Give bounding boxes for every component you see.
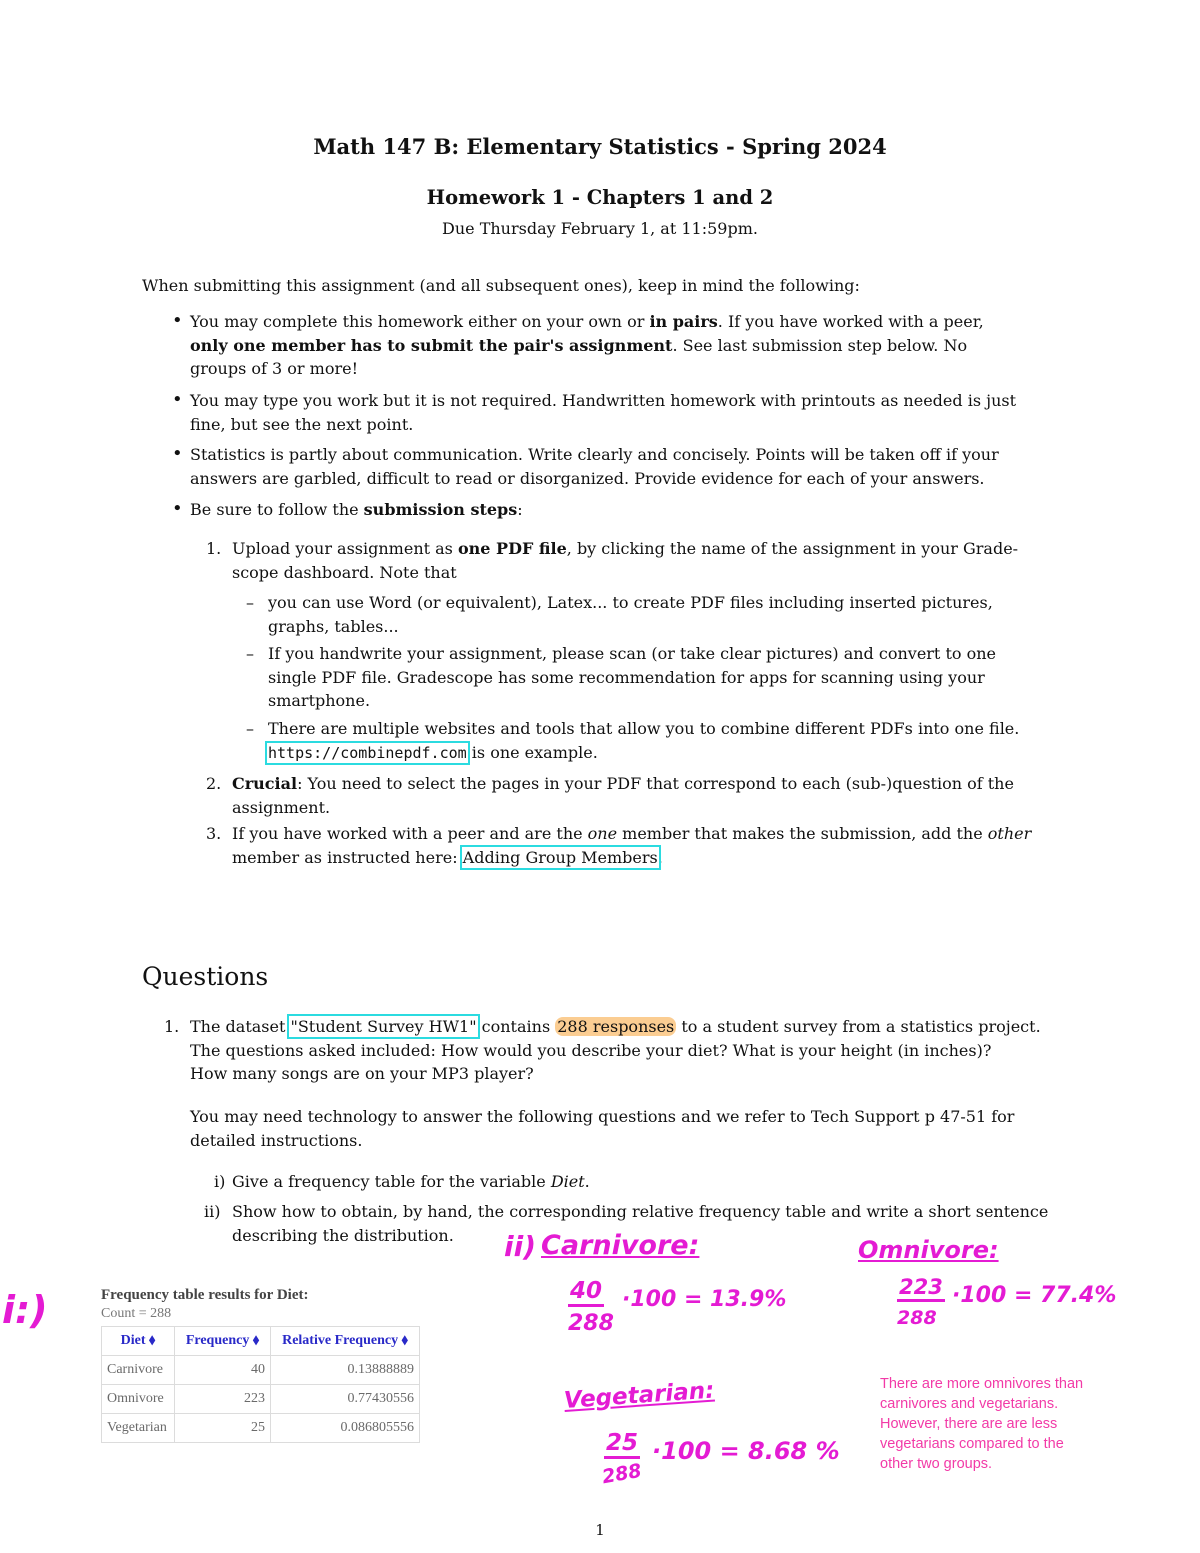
bullet-dot: • <box>172 498 183 519</box>
step-crucial: Crucial: You need to select the pages in your PDF that correspond to each (sub-)question of the assignment. <box>232 774 1014 817</box>
dash-bullet: – <box>246 593 254 612</box>
highlight-responses: 288 responses <box>557 1017 675 1036</box>
handwritten-ii-label: ii) <box>504 1230 536 1263</box>
bullet-typing: You may type you work but it is not required. Handwritten homework with printouts as needed is just fine, but see the next point. <box>190 391 1017 434</box>
column-header-frequency[interactable]: Frequency ⬧ <box>175 1327 271 1356</box>
tip-word: you can use Word (or equivalent), Latex... to create PDF files including inserted pictures, graphs, tables... <box>268 593 993 636</box>
table-row <box>102 1414 420 1443</box>
tip-combine: There are multiple websites and tools that allow you to combine different PDFs into one file. https://combinepdf.com is one example. <box>268 719 1020 762</box>
step-upload: Upload your assignment as one PDF file, by clicking the name of the assignment in your Grade- scope dashboard. Note that <box>232 539 1019 582</box>
handwritten-vegetarian-result: ·100 = 8.68 % <box>652 1437 840 1465</box>
subq-ii-text: Show how to obtain, by hand, the corresponding relative frequency table and write a short sentence describing the distribution. <box>232 1202 1049 1245</box>
table-cell: 0.13888889 <box>271 1356 420 1385</box>
table-row <box>102 1356 420 1385</box>
handwritten-carnivore-title: Carnivore: <box>541 1230 700 1261</box>
handwritten-carnivore-den: 288 <box>568 1311 614 1336</box>
question-1-instructions: You may need technology to answer the following questions and we refer to Tech Support p 47-51 for detailed instructions. <box>190 1107 1015 1150</box>
handwritten-carnivore-result: ·100 = 13.9% <box>622 1287 787 1312</box>
step-number: 2. <box>206 774 222 793</box>
dash-bullet: – <box>246 644 254 663</box>
bullet-communication: Statistics is partly about communication. Write clearly and concisely. Points will be taken off if your answers are garbled, difficult to read or disorganized. Provide evidence for each of your answers. <box>190 445 999 488</box>
table-cell: 40 <box>175 1356 271 1385</box>
step-group: If you have worked with a peer and are the one member that makes the submission, add the other member as instructed here: Adding Group Members. <box>232 824 1032 867</box>
handwritten-omnivore-result: ·100 = 77.4% <box>952 1283 1117 1308</box>
bullet-dot: • <box>172 310 183 331</box>
page-number: 1 <box>595 1521 605 1539</box>
handwritten-vegetarian-num: 25 <box>604 1430 640 1459</box>
table-cell: Carnivore <box>102 1356 175 1385</box>
handwritten-vegetarian-den: 288 <box>600 1459 644 1489</box>
table-cell: 0.77430556 <box>271 1385 420 1414</box>
bullet-dot: • <box>172 389 183 410</box>
subq-label: ii) <box>204 1202 221 1221</box>
homework-title: Homework 1 - Chapters 1 and 2 <box>426 186 774 209</box>
table-cell: 25 <box>175 1414 271 1443</box>
question-1-text: The dataset "Student Survey HW1" contains 288 responses to a student survey from a statistics project. The questions asked included: How would you describe your diet? What is your height (in inches)? How many songs are on your MP3 player? <box>190 1017 1041 1083</box>
table-row <box>102 1385 420 1414</box>
table-cell: 223 <box>175 1385 271 1414</box>
freq-table-count: Count = 288 <box>101 1306 172 1321</box>
table-cell: 0.086805556 <box>271 1414 420 1443</box>
adding-group-members-link[interactable]: Adding Group Members <box>462 847 658 867</box>
handwritten-omnivore-den: 288 <box>897 1307 937 1329</box>
handwritten-omnivore-num: 223 <box>897 1275 945 1302</box>
handwritten-carnivore-num: 40 <box>568 1278 604 1307</box>
step-number: 1. <box>206 539 222 558</box>
step-number: 3. <box>206 824 222 843</box>
column-header-relative-frequency[interactable]: Relative Frequency ⬧ <box>271 1327 420 1356</box>
student-survey-link[interactable]: "Student Survey HW1" <box>290 1017 477 1036</box>
handwritten-i-label: i:) <box>2 1288 48 1332</box>
combinepdf-link[interactable]: https://combinepdf.com <box>268 743 467 762</box>
handwritten-omnivore-title: Omnivore: <box>858 1236 999 1264</box>
distribution-note: There are more omnivores than carnivores and vegetarians. However, there are are less vegetarians compared to the other two groups. <box>880 1376 1084 1472</box>
subq-label: i) <box>214 1172 226 1191</box>
question-number: 1. <box>164 1017 180 1036</box>
intro-text: When submitting this assignment (and all subsequent ones), keep in mind the following: <box>142 276 860 295</box>
frequency-table <box>101 1326 420 1443</box>
handwritten-vegetarian-title: Vegetarian: <box>563 1377 716 1414</box>
table-cell: Omnivore <box>102 1385 175 1414</box>
bullet-submission: Be sure to follow the submission steps: <box>190 500 523 519</box>
column-header-diet[interactable]: Diet ⬧ <box>102 1327 175 1356</box>
dash-bullet: – <box>246 719 254 738</box>
subq-i-text: Give a frequency table for the variable Diet. <box>232 1172 590 1191</box>
freq-table-title: Frequency table results for Diet: <box>101 1287 309 1303</box>
due-date: Due Thursday February 1, at 11:59pm. <box>442 219 758 238</box>
questions-heading: Questions <box>142 962 269 991</box>
tip-handwrite: If you handwrite your assignment, please scan (or take clear pictures) and convert to one single PDF file. Gradescope has some recommendation for apps for scanning using your smartphone. <box>268 644 996 710</box>
bullet-pairs: You may complete this homework either on your own or in pairs. If you have worked with a peer, only one member has to submit the pair's assignment. See last submission step below. No groups of 3 or more! <box>190 312 984 378</box>
bullet-dot: • <box>172 443 183 464</box>
course-title: Math 147 B: Elementary Statistics - Spring 2024 <box>313 134 887 159</box>
table-cell: Vegetarian <box>102 1414 175 1443</box>
